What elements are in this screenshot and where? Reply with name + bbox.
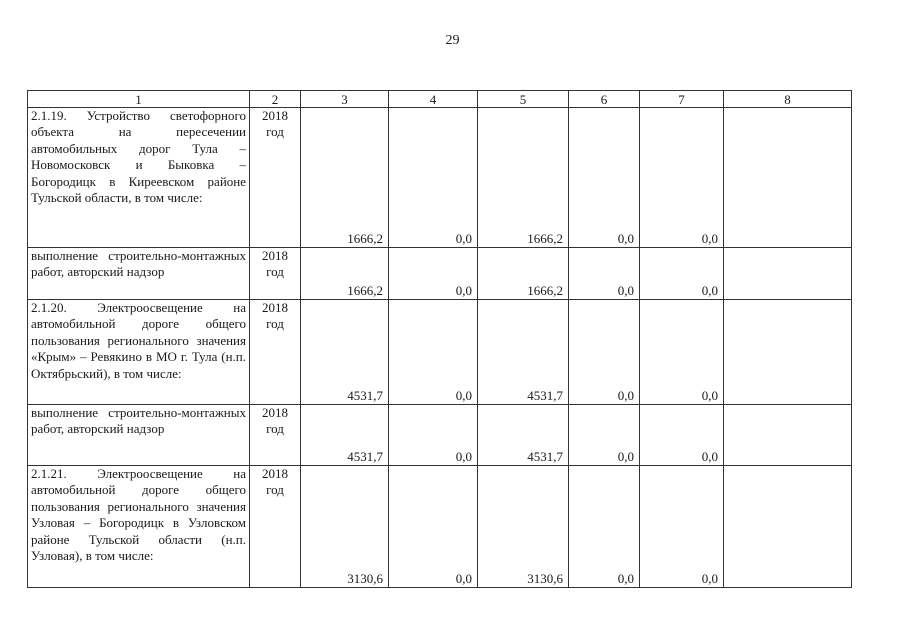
- table-row: [28, 466, 852, 588]
- value-cell: 0,0: [569, 466, 640, 588]
- value-cell: 0,0: [389, 248, 478, 300]
- value-cell: 0,0: [569, 108, 640, 248]
- column-header: 1: [28, 91, 250, 108]
- value-cell: 0,0: [640, 405, 724, 466]
- value-cell: 1666,2: [301, 248, 389, 300]
- value-cell: 3130,6: [478, 466, 569, 588]
- row-year: 2018 год: [250, 248, 301, 300]
- value-cell: 4531,7: [478, 405, 569, 466]
- row-description: выполнение строительно-монтажных работ, авторский надзор: [28, 405, 250, 466]
- table-row: [28, 108, 852, 248]
- value-cell: 1666,2: [478, 108, 569, 248]
- value-cell: 0,0: [640, 300, 724, 405]
- column-header: 8: [724, 91, 852, 108]
- value-cell: 4531,7: [301, 300, 389, 405]
- row-year: 2018 год: [250, 300, 301, 405]
- note-cell: [724, 300, 852, 405]
- budget-table: [27, 90, 852, 588]
- row-year: 2018 год: [250, 466, 301, 588]
- row-description: 2.1.20. Электроосвещение на автомобильной дороге общего пользования регионального значения «Крым» – Ревякино в МО г. Тула (н.п. Октябрьский), в том числе:: [28, 300, 250, 405]
- note-cell: [724, 248, 852, 300]
- value-cell: 1666,2: [478, 248, 569, 300]
- value-cell: 3130,6: [301, 466, 389, 588]
- table-row: [28, 248, 852, 300]
- value-cell: 4531,7: [301, 405, 389, 466]
- table-row: [28, 300, 852, 405]
- column-header: 6: [569, 91, 640, 108]
- value-cell: 0,0: [389, 466, 478, 588]
- note-cell: [724, 405, 852, 466]
- value-cell: 0,0: [569, 248, 640, 300]
- value-cell: 0,0: [640, 466, 724, 588]
- value-cell: 0,0: [640, 108, 724, 248]
- value-cell: 1666,2: [301, 108, 389, 248]
- column-header: 5: [478, 91, 569, 108]
- value-cell: 0,0: [569, 405, 640, 466]
- column-header: 3: [301, 91, 389, 108]
- row-year: 2018 год: [250, 405, 301, 466]
- note-cell: [724, 466, 852, 588]
- note-cell: [724, 108, 852, 248]
- column-header: 7: [640, 91, 724, 108]
- value-cell: 0,0: [640, 248, 724, 300]
- row-description: 2.1.21. Электроосвещение на автомобильной дороге общего пользования регионального значения Узловая – Богородицк в Узловском районе Тульской области (н.п. Узловая), в том числе:: [28, 466, 250, 588]
- page-number: 29: [445, 33, 460, 48]
- value-cell: 0,0: [569, 300, 640, 405]
- column-numbers-row: [28, 91, 852, 108]
- value-cell: 0,0: [389, 405, 478, 466]
- row-description: 2.1.19. Устройство светофорного объекта на пересечении автомобильных дорог Тула – Новомосковск и Быковка – Богородицк в Киреевском районе Тульской области, в том числе:: [28, 108, 250, 248]
- value-cell: 4531,7: [478, 300, 569, 405]
- table-row: [28, 405, 852, 466]
- row-year: 2018 год: [250, 108, 301, 248]
- value-cell: 0,0: [389, 300, 478, 405]
- column-header: 4: [389, 91, 478, 108]
- column-header: 2: [250, 91, 301, 108]
- value-cell: 0,0: [389, 108, 478, 248]
- row-description: выполнение строительно-монтажных работ, авторский надзор: [28, 248, 250, 300]
